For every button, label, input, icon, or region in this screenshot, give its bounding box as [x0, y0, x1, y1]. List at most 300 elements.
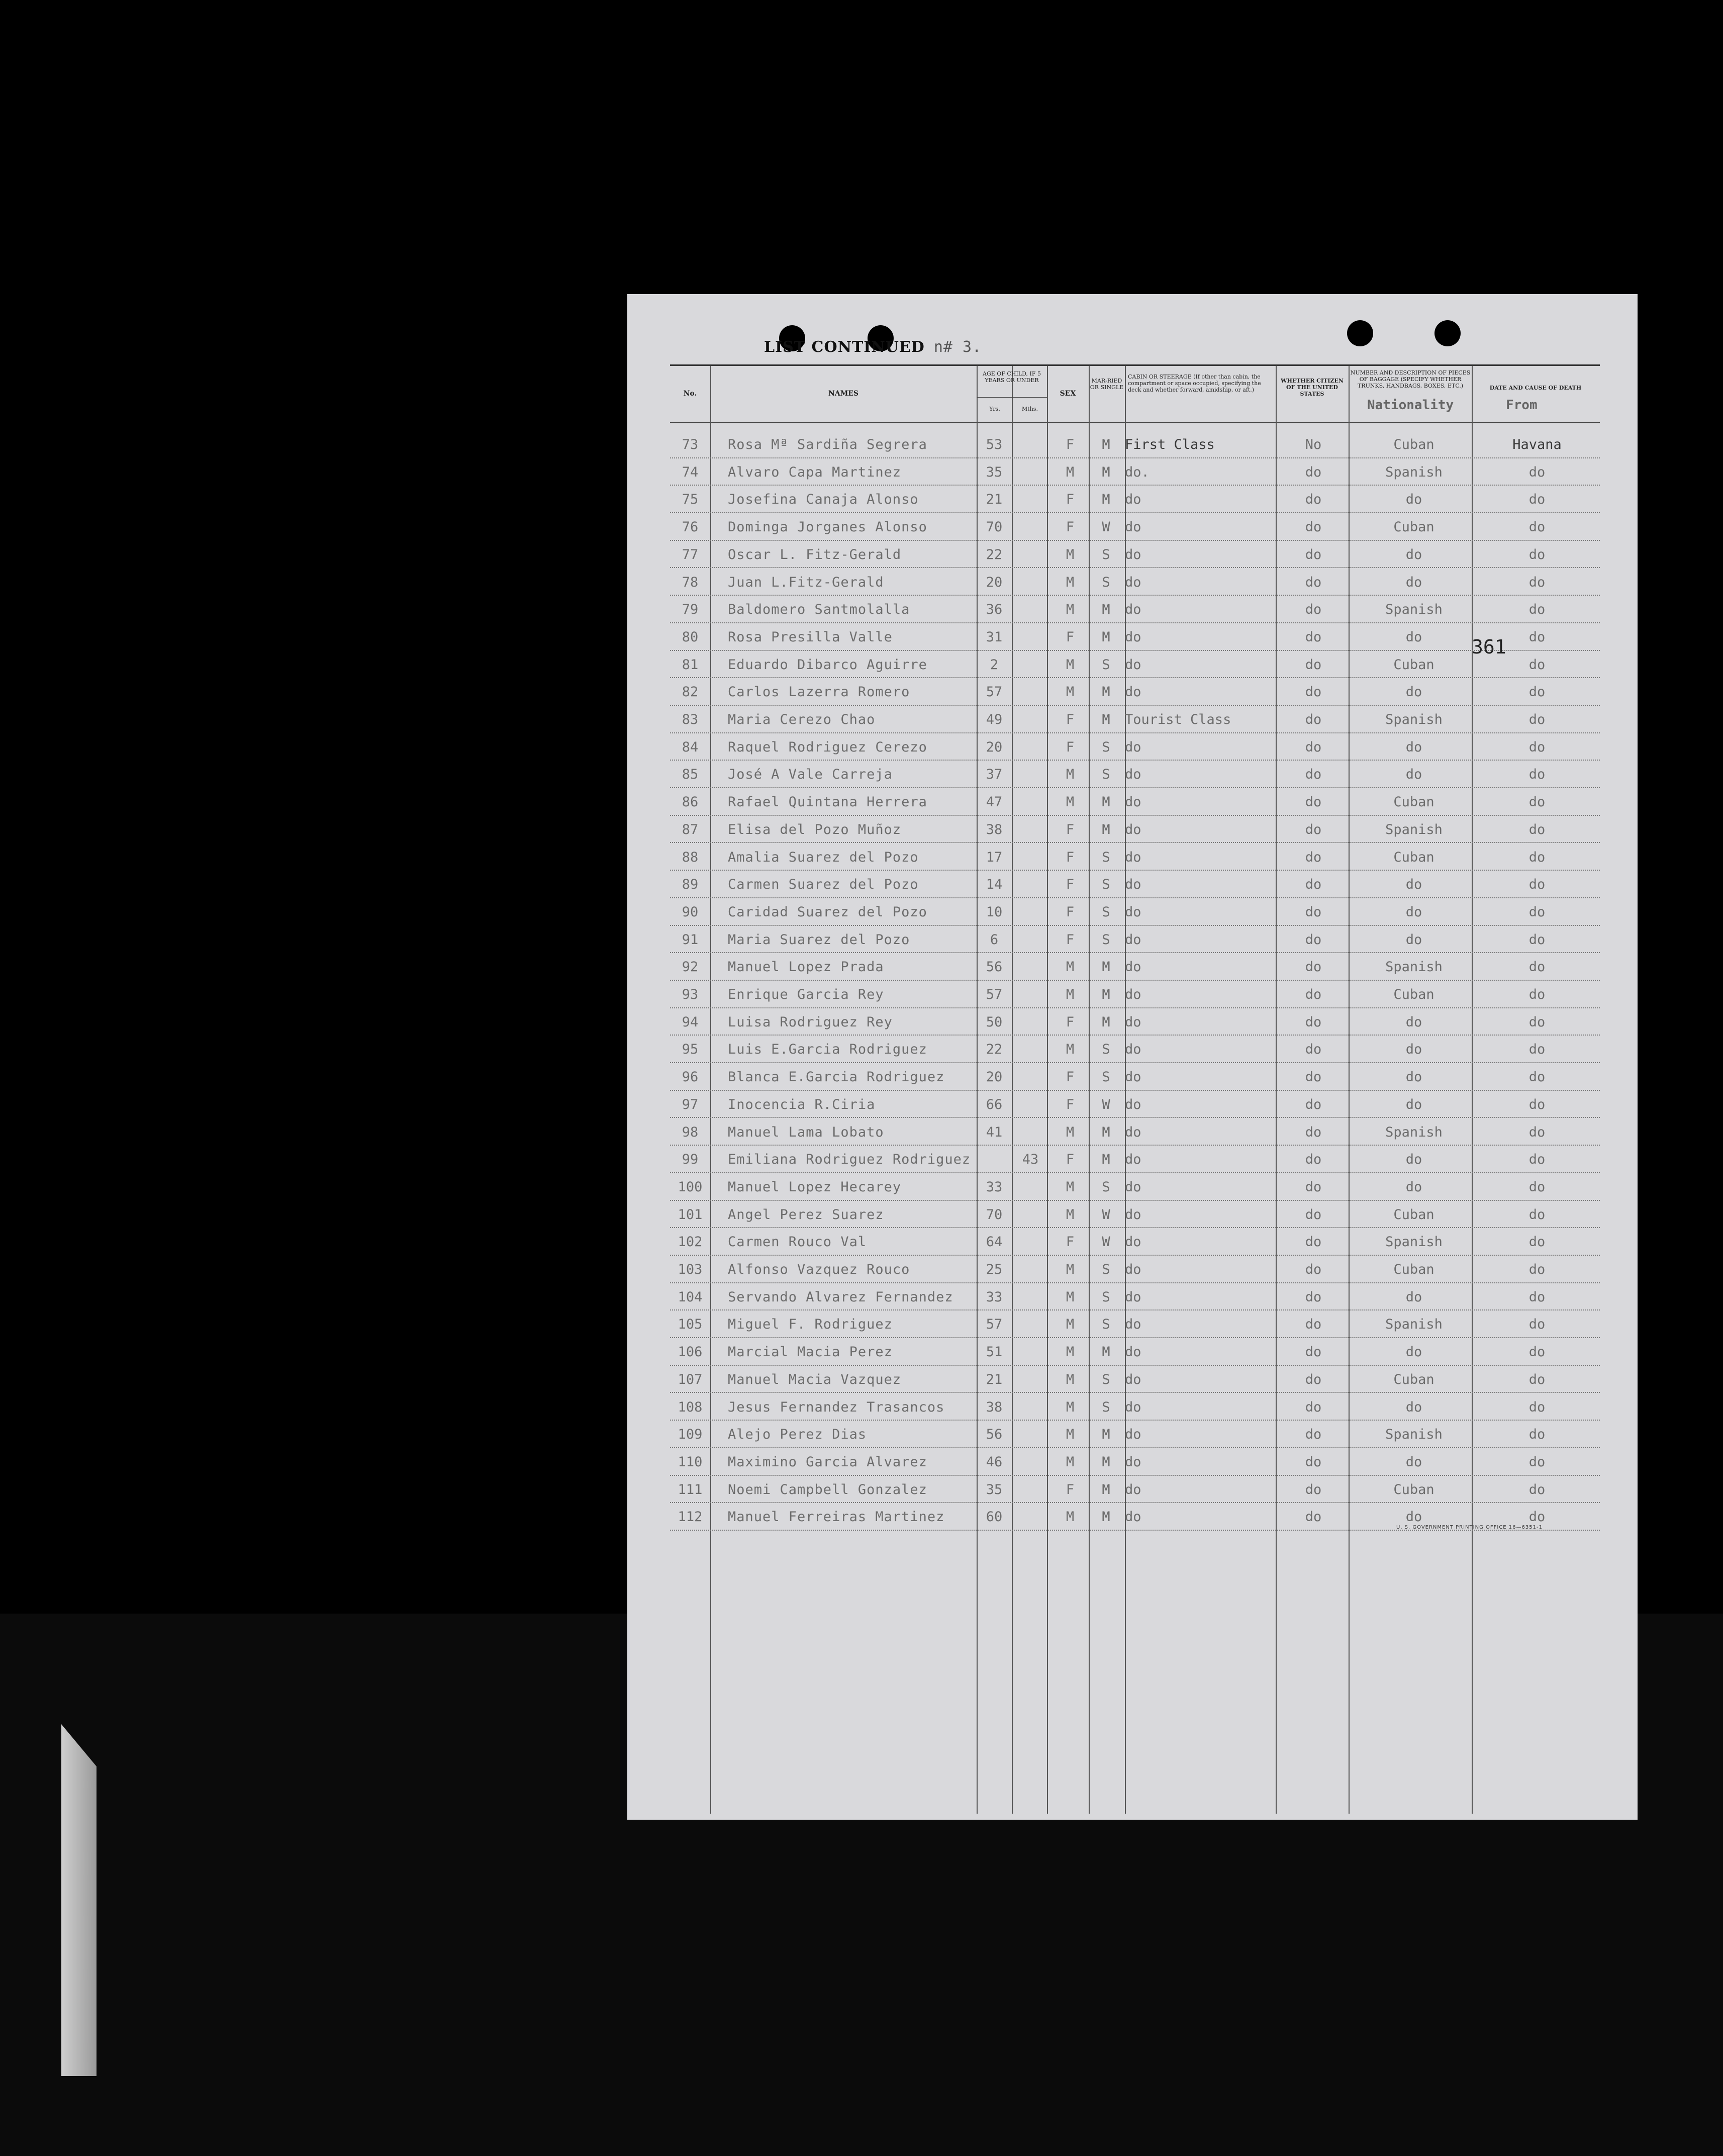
us-citizen: do — [1305, 1234, 1322, 1250]
passenger-name: Rosa Mª Sardiña Segrera — [728, 437, 927, 452]
manifest-sheet — [627, 294, 1638, 1820]
us-citizen: do — [1305, 602, 1322, 618]
marital-status: S — [1102, 877, 1110, 893]
age-years: 17 — [986, 849, 1003, 865]
sex-cell: M — [1066, 1179, 1075, 1195]
us-citizen: do — [1305, 959, 1322, 975]
age-years: 38 — [986, 821, 1003, 837]
us-citizen: No — [1305, 437, 1322, 452]
passenger-name: Manuel Ferreiras Martinez — [728, 1509, 945, 1525]
table-row — [670, 1255, 1600, 1283]
sex-cell: M — [1066, 1427, 1075, 1443]
table-row — [670, 842, 1600, 871]
from-port: do — [1528, 1124, 1546, 1140]
row-number: 77 — [682, 546, 699, 563]
passenger-name: Servando Alvarez Fernandez — [728, 1289, 953, 1305]
from-overlay: From — [1506, 398, 1538, 413]
row-number: 96 — [682, 1069, 699, 1085]
marital-status: S — [1102, 546, 1110, 563]
cabin-class: do — [1125, 904, 1141, 920]
age-years: 56 — [986, 959, 1003, 975]
nationality: Cuban — [1393, 1371, 1434, 1387]
col-header-cabin: CABIN OR STEERAGE (If other than cabin, the compartment or space occupied, specifying the deck and whether forward, amidship, or aft.) — [1128, 373, 1261, 393]
passenger-name: Caridad Suarez del Pozo — [728, 904, 927, 920]
from-port: do — [1528, 1454, 1546, 1470]
us-citizen: do — [1305, 629, 1322, 645]
marital-status: S — [1102, 1069, 1110, 1085]
us-citizen: do — [1305, 849, 1322, 865]
age-years: 49 — [986, 712, 1003, 727]
row-number: 84 — [682, 739, 699, 755]
passenger-name: Inocencia R.Ciria — [728, 1096, 876, 1112]
table-row — [670, 1337, 1600, 1366]
nationality: do — [1405, 1289, 1422, 1305]
table-row — [670, 1062, 1600, 1091]
us-citizen: do — [1305, 1014, 1322, 1030]
from-port: do — [1528, 1344, 1546, 1360]
row-number: 88 — [682, 849, 699, 865]
marital-status: S — [1102, 767, 1110, 783]
table-row — [670, 1145, 1600, 1173]
age-years: 57 — [986, 987, 1003, 1002]
from-port: do — [1528, 492, 1546, 508]
table-row — [670, 1282, 1600, 1311]
row-number: 105 — [678, 1317, 703, 1333]
marital-status: M — [1102, 602, 1110, 618]
passenger-name: Emiliana Rodriguez Rodriguez — [728, 1152, 971, 1168]
row-number: 106 — [678, 1344, 703, 1360]
age-years: 38 — [986, 1399, 1003, 1415]
us-citizen: do — [1305, 739, 1322, 755]
from-port: do — [1528, 794, 1546, 810]
nationality: do — [1405, 546, 1422, 563]
age-years: 35 — [986, 1481, 1003, 1497]
nationality: do — [1405, 1509, 1422, 1525]
row-number: 93 — [682, 987, 699, 1002]
from-port: do — [1528, 767, 1546, 783]
row-number: 97 — [682, 1096, 699, 1112]
passenger-name: Luis E.Garcia Rodriguez — [728, 1042, 927, 1058]
marital-status: M — [1102, 464, 1110, 480]
us-citizen: do — [1305, 574, 1322, 590]
age-years: 35 — [986, 464, 1003, 480]
row-number: 110 — [678, 1454, 703, 1470]
sex-cell: M — [1066, 546, 1075, 563]
cabin-class: do — [1125, 931, 1141, 948]
passenger-name: Carmen Suarez del Pozo — [728, 877, 919, 893]
row-number: 112 — [678, 1509, 703, 1525]
passenger-name: Manuel Lopez Hecarey — [728, 1179, 902, 1195]
marital-status: M — [1102, 1124, 1110, 1140]
marital-status: M — [1102, 959, 1110, 975]
table-row — [670, 1035, 1600, 1063]
nationality: Cuban — [1393, 519, 1434, 535]
row-number: 107 — [678, 1371, 703, 1387]
table-row — [670, 925, 1600, 954]
us-citizen: do — [1305, 767, 1322, 783]
from-port: do — [1528, 519, 1546, 535]
table-row — [670, 1090, 1600, 1118]
us-citizen: do — [1305, 684, 1322, 700]
row-number: 95 — [682, 1042, 699, 1058]
nationality: do — [1405, 1399, 1422, 1415]
row-number: 103 — [678, 1262, 703, 1277]
age-years: 31 — [986, 629, 1003, 645]
passenger-name: Eduardo Dibarco Aguirre — [728, 657, 927, 673]
nationality: do — [1405, 629, 1422, 645]
cabin-class: do — [1125, 1096, 1141, 1112]
sex-cell: M — [1066, 1344, 1075, 1360]
from-port: do — [1528, 1206, 1546, 1223]
nationality: Spanish — [1385, 1317, 1443, 1333]
age-years: 33 — [986, 1179, 1003, 1195]
row-number: 90 — [682, 904, 699, 920]
us-citizen: do — [1305, 1481, 1322, 1497]
age-years: 56 — [986, 1427, 1003, 1443]
marital-status: S — [1102, 1179, 1110, 1195]
row-number: 101 — [678, 1206, 703, 1223]
age-years: 22 — [986, 546, 1003, 563]
passenger-name: Maria Suarez del Pozo — [728, 931, 910, 948]
row-number: 111 — [678, 1481, 703, 1497]
sex-cell: F — [1066, 1096, 1075, 1112]
sex-cell: M — [1066, 767, 1075, 783]
marital-status: W — [1102, 519, 1110, 535]
from-port: do — [1528, 1317, 1546, 1333]
cabin-class: do — [1125, 492, 1141, 508]
nationality: do — [1405, 1179, 1422, 1195]
us-citizen: do — [1305, 546, 1322, 563]
sex-cell: M — [1066, 602, 1075, 618]
marital-status: M — [1102, 1481, 1110, 1497]
row-number: 75 — [682, 492, 699, 508]
marital-status: M — [1102, 712, 1110, 727]
from-port: do — [1528, 1069, 1546, 1085]
sex-cell: M — [1066, 1289, 1075, 1305]
cabin-class: do. — [1125, 464, 1150, 480]
table-row — [670, 457, 1600, 486]
marital-status: M — [1102, 492, 1110, 508]
sex-cell: F — [1066, 877, 1075, 893]
row-number: 108 — [678, 1399, 703, 1415]
passenger-name: Blanca E.Garcia Rodriguez — [728, 1069, 945, 1085]
passenger-name: Noemi Campbell Gonzalez — [728, 1481, 927, 1497]
nationality: Cuban — [1393, 1481, 1434, 1497]
col-header-married: MAR-RIED OR SINGLE — [1090, 378, 1124, 391]
table-row — [670, 1309, 1600, 1338]
passenger-name: Raquel Rodriguez Cerezo — [728, 739, 927, 755]
age-years: 10 — [986, 904, 1003, 920]
cabin-class: do — [1125, 767, 1141, 783]
marital-status: M — [1102, 1509, 1110, 1525]
age-years: 51 — [986, 1344, 1003, 1360]
from-port: do — [1528, 1509, 1546, 1525]
row-number: 102 — [678, 1234, 703, 1250]
cabin-class: do — [1125, 1124, 1141, 1140]
nationality: Spanish — [1385, 1427, 1443, 1443]
col-header-age: AGE OF CHILD, IF 5 YEARS OR UNDER — [983, 370, 1041, 384]
marital-status: S — [1102, 657, 1110, 673]
age-years: 50 — [986, 1014, 1003, 1030]
from-port: do — [1528, 1152, 1546, 1168]
age-years: 36 — [986, 602, 1003, 618]
row-number: 81 — [682, 657, 699, 673]
from-port: do — [1528, 931, 1546, 948]
from-port: do — [1528, 739, 1546, 755]
us-citizen: do — [1305, 1096, 1322, 1112]
cabin-class: First Class — [1125, 437, 1215, 452]
cabin-class: do — [1125, 1206, 1141, 1223]
cabin-class: Tourist Class — [1125, 712, 1231, 727]
marital-status: S — [1102, 1289, 1110, 1305]
age-years: 21 — [986, 1371, 1003, 1387]
row-number: 104 — [678, 1289, 703, 1305]
us-citizen: do — [1305, 519, 1322, 535]
from-port: do — [1528, 712, 1546, 727]
sex-cell: F — [1066, 519, 1075, 535]
passenger-name: Oscar L. Fitz-Gerald — [728, 546, 902, 563]
passenger-name: Angel Perez Suarez — [728, 1206, 884, 1223]
marital-status: S — [1102, 1317, 1110, 1333]
age-years: 21 — [986, 492, 1003, 508]
col-header-names: NAMES — [828, 390, 858, 398]
marital-status: S — [1102, 1371, 1110, 1387]
marital-status: S — [1102, 849, 1110, 865]
passenger-name: José A Vale Carreja — [728, 767, 893, 783]
sex-cell: M — [1066, 1262, 1075, 1277]
sex-cell: F — [1066, 931, 1075, 948]
table-row — [670, 595, 1600, 623]
us-citizen: do — [1305, 904, 1322, 920]
punch-hole-icon — [1434, 320, 1461, 346]
table-row — [670, 430, 1600, 458]
table-row — [670, 1007, 1600, 1036]
marital-status: M — [1102, 684, 1110, 700]
marital-status: S — [1102, 739, 1110, 755]
sex-cell: M — [1066, 1509, 1075, 1525]
marital-status: M — [1102, 987, 1110, 1002]
row-number: 78 — [682, 574, 699, 590]
cabin-class: do — [1125, 1289, 1141, 1305]
marital-status: S — [1102, 931, 1110, 948]
us-citizen: do — [1305, 1152, 1322, 1168]
us-citizen: do — [1305, 492, 1322, 508]
from-port: do — [1528, 904, 1546, 920]
row-number: 85 — [682, 767, 699, 783]
us-citizen: do — [1305, 794, 1322, 810]
marital-status: M — [1102, 1344, 1110, 1360]
marital-status: S — [1102, 1042, 1110, 1058]
age-years: 46 — [986, 1454, 1003, 1470]
passenger-name: Alfonso Vazquez Rouco — [728, 1262, 910, 1277]
header-divider — [670, 422, 1600, 423]
nationality: do — [1405, 767, 1422, 783]
age-years: 6 — [990, 931, 999, 948]
age-years: 47 — [986, 794, 1003, 810]
age-years: 20 — [986, 574, 1003, 590]
from-port: do — [1528, 546, 1546, 563]
from-port: do — [1528, 574, 1546, 590]
us-citizen: do — [1305, 931, 1322, 948]
marital-status: M — [1102, 794, 1110, 810]
nationality: Spanish — [1385, 464, 1443, 480]
title-text: LIST CONTINUED — [764, 338, 925, 356]
us-citizen: do — [1305, 657, 1322, 673]
from-port: do — [1528, 464, 1546, 480]
row-number: 91 — [682, 931, 699, 948]
nationality: do — [1405, 1096, 1422, 1112]
table-row — [670, 815, 1600, 843]
sex-cell: F — [1066, 1152, 1075, 1168]
passenger-name: Carmen Rouco Val — [728, 1234, 867, 1250]
table-row — [670, 897, 1600, 926]
sex-cell: M — [1066, 1399, 1075, 1415]
marital-status: M — [1102, 629, 1110, 645]
row-number: 87 — [682, 821, 699, 837]
sex-cell: F — [1066, 492, 1075, 508]
marital-status: M — [1102, 1454, 1110, 1470]
passenger-name: Juan L.Fitz-Gerald — [728, 574, 884, 590]
cabin-class: do — [1125, 877, 1141, 893]
row-number: 74 — [682, 464, 699, 480]
cabin-class: do — [1125, 1399, 1141, 1415]
from-port: do — [1528, 1234, 1546, 1250]
passenger-name: Alejo Perez Dias — [728, 1427, 867, 1443]
nationality: Spanish — [1385, 602, 1443, 618]
age-years: 41 — [986, 1124, 1003, 1140]
page-title — [764, 338, 982, 356]
table-row — [670, 568, 1600, 596]
sex-cell: F — [1066, 904, 1075, 920]
table-row — [670, 952, 1600, 981]
sex-cell: F — [1066, 1234, 1075, 1250]
from-port: do — [1528, 1481, 1546, 1497]
passenger-name: Rosa Presilla Valle — [728, 629, 893, 645]
us-citizen: do — [1305, 987, 1322, 1002]
us-citizen: do — [1305, 1289, 1322, 1305]
table-row — [670, 650, 1600, 679]
sex-cell: M — [1066, 987, 1075, 1002]
from-port: do — [1528, 629, 1546, 645]
age-years: 60 — [986, 1509, 1003, 1525]
passenger-name: Enrique Garcia Rey — [728, 987, 884, 1002]
cabin-class: do — [1125, 1509, 1141, 1525]
row-number: 109 — [678, 1427, 703, 1443]
row-number: 83 — [682, 712, 699, 727]
passenger-name: Maximino Garcia Alvarez — [728, 1454, 927, 1470]
us-citizen: do — [1305, 1427, 1322, 1443]
table-row — [670, 1227, 1600, 1256]
col-header-citizen: WHETHER CITIZEN OF THE UNITED STATES — [1281, 378, 1344, 397]
from-port: do — [1528, 1042, 1546, 1058]
row-number: 92 — [682, 959, 699, 975]
cabin-class: do — [1125, 959, 1141, 975]
from-port: do — [1528, 1399, 1546, 1415]
us-citizen: do — [1305, 1262, 1322, 1277]
sex-cell: M — [1066, 464, 1075, 480]
from-port: do — [1528, 684, 1546, 700]
nationality: do — [1405, 1152, 1422, 1168]
from-port: do — [1528, 877, 1546, 893]
marital-status: M — [1102, 1014, 1110, 1030]
age-years: 2 — [990, 657, 999, 673]
film-edge-strip — [61, 1724, 97, 2076]
cabin-class: do — [1125, 1152, 1141, 1168]
us-citizen: do — [1305, 464, 1322, 480]
sex-cell: M — [1066, 684, 1075, 700]
sex-cell: F — [1066, 437, 1075, 452]
age-years: 53 — [986, 437, 1003, 452]
row-number: 80 — [682, 629, 699, 645]
from-port: do — [1528, 1371, 1546, 1387]
sex-cell: M — [1066, 657, 1075, 673]
col-header-baggage: NUMBER AND DESCRIPTION OF PIECES OF BAGGAGE (SPECIFY WHETHER TRUNKS, HANDBAGS, BOXES, ETC.) — [1350, 369, 1471, 389]
cabin-class: do — [1125, 1481, 1141, 1497]
nationality: do — [1405, 684, 1422, 700]
table-row — [670, 787, 1600, 816]
sex-cell: F — [1066, 739, 1075, 755]
cabin-class: do — [1125, 1262, 1141, 1277]
col-header-yrs: Yrs. — [989, 406, 1000, 412]
age-years: 25 — [986, 1262, 1003, 1277]
cabin-class: do — [1125, 684, 1141, 700]
nationality: do — [1405, 1042, 1422, 1058]
us-citizen: do — [1305, 712, 1322, 727]
nationality: Cuban — [1393, 849, 1434, 865]
cabin-class: do — [1125, 1014, 1141, 1030]
us-citizen: do — [1305, 877, 1322, 893]
nationality: do — [1405, 1069, 1422, 1085]
us-citizen: do — [1305, 1509, 1322, 1525]
nationality: Cuban — [1393, 987, 1434, 1002]
passenger-name: Baldomero Santmolalla — [728, 602, 910, 618]
age-years: 57 — [986, 684, 1003, 700]
sex-cell: M — [1066, 794, 1075, 810]
cabin-class: do — [1125, 794, 1141, 810]
row-number: 98 — [682, 1124, 699, 1140]
row-number: 100 — [678, 1179, 703, 1195]
marital-status: W — [1102, 1234, 1110, 1250]
from-port: do — [1528, 987, 1546, 1002]
cabin-class: do — [1125, 1042, 1141, 1058]
table-row — [670, 1172, 1600, 1201]
col-header-sex: SEX — [1060, 390, 1076, 398]
nationality: Spanish — [1385, 821, 1443, 837]
from-port: do — [1528, 1014, 1546, 1030]
printer-footer: U. S. GOVERNMENT PRINTING OFFICE 16—6351-1 — [1396, 1525, 1543, 1530]
passenger-name: Jesus Fernandez Trasancos — [728, 1399, 945, 1415]
page-note: n# 3. — [933, 338, 982, 356]
cabin-class: do — [1125, 1454, 1141, 1470]
nationality: Cuban — [1393, 1262, 1434, 1277]
from-port: do — [1528, 657, 1546, 673]
passenger-name: Dominga Jorganes Alonso — [728, 519, 927, 535]
from-port: do — [1528, 821, 1546, 837]
sex-cell: F — [1066, 849, 1075, 865]
age-years: 70 — [986, 519, 1003, 535]
nationality: Cuban — [1393, 437, 1434, 452]
cabin-class: do — [1125, 1427, 1141, 1443]
nationality: Spanish — [1385, 1234, 1443, 1250]
table-row — [670, 1117, 1600, 1146]
row-number: 76 — [682, 519, 699, 535]
cabin-class: do — [1125, 987, 1141, 1002]
table-row — [670, 512, 1600, 541]
row-number: 99 — [682, 1152, 699, 1168]
passenger-name: Josefina Canaja Alonso — [728, 492, 919, 508]
us-citizen: do — [1305, 1042, 1322, 1058]
table-row — [670, 760, 1600, 788]
